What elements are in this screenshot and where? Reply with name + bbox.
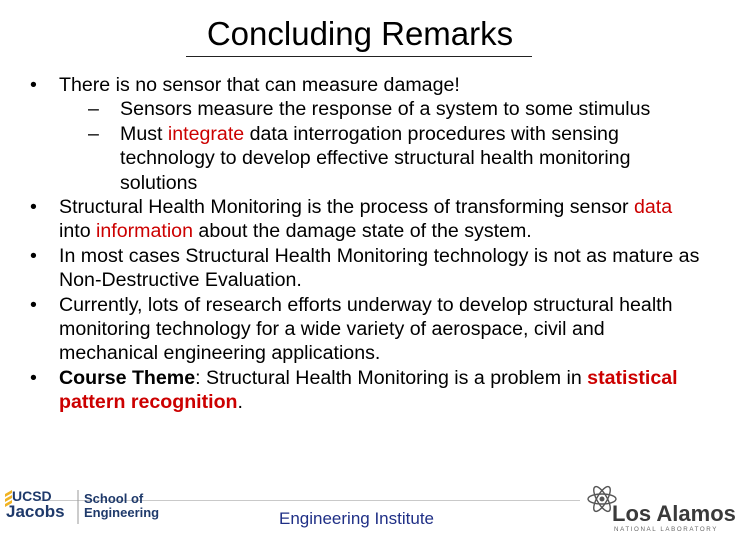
sub-bullet-text — [120, 123, 630, 194]
text-segment: into — [59, 220, 97, 243]
los-alamos-subtitle: NATIONAL LABORATORY — [614, 526, 718, 533]
bullet-item — [28, 293, 708, 366]
text-segment: statistical pattern recognition — [59, 366, 678, 414]
ucsd-logo-line1: UCSD — [12, 488, 52, 504]
bullet-item — [28, 195, 708, 244]
text-segment: Sensors measure the response of a system to some stimulus — [120, 98, 651, 121]
bullet-marker: • — [30, 196, 37, 219]
bullet-list — [28, 73, 708, 415]
sub-bullet-item — [28, 122, 708, 195]
sub-bullet-item — [28, 97, 708, 121]
bullet-marker: • — [30, 366, 37, 389]
text-segment: Must — [120, 122, 168, 145]
los-alamos-wordmark: Los Alamos — [612, 501, 736, 526]
text-segment: . — [237, 391, 243, 414]
ucsd-logo-line2: Jacobs — [6, 502, 65, 521]
text-segment: integrate — [167, 122, 245, 145]
text-segment: about the damage state of the system. — [192, 220, 532, 243]
bullet-item — [28, 73, 708, 97]
sub-bullet-marker: – — [88, 98, 99, 121]
sub-bullet-marker: – — [88, 122, 99, 145]
text-segment: Currently, lots of research efforts underway to develop structural health monitoring technology for a wide variety of aerospace, civil and mechanical engineering applications. — [59, 293, 673, 365]
text-segment: : Structural Health Monitoring is a problem in — [195, 366, 588, 389]
text-segment: data interrogation procedures with sensing technology to develop effective structural health monitoring solutions — [120, 122, 631, 194]
bullet-marker: • — [30, 244, 37, 267]
los-alamos-logo — [586, 479, 736, 544]
text-segment: Structural Health Monitoring is the process of transforming sensor — [59, 196, 635, 219]
ucsd-jacobs-logo — [4, 488, 174, 533]
bullet-item — [28, 244, 708, 293]
sub-bullet-text — [120, 98, 650, 120]
text-segment: information — [96, 220, 193, 243]
ucsd-logo-line3: School of — [84, 491, 144, 506]
text-segment: data — [634, 196, 673, 219]
bullet-text — [59, 196, 672, 242]
bullet-marker: • — [30, 74, 37, 96]
bullet-item — [28, 366, 708, 415]
bullet-marker: • — [30, 293, 37, 316]
text-segment: There is no sensor that can measure damage! — [59, 74, 460, 96]
title-underline — [186, 56, 532, 57]
ucsd-logo-line4: Engineering — [84, 505, 160, 520]
slide-title: Concluding Remarks — [206, 15, 514, 52]
bullet-text — [59, 245, 699, 291]
text-segment: In most cases Structural Health Monitoring technology is not as mature as Non-Destructive Evaluation. — [59, 244, 700, 292]
text-segment: Course Theme — [59, 366, 196, 389]
bullet-text — [59, 74, 460, 96]
footer-engineering-institute: Engineering Institute — [279, 509, 434, 528]
bullet-text — [59, 294, 673, 365]
bullet-text — [59, 367, 678, 413]
